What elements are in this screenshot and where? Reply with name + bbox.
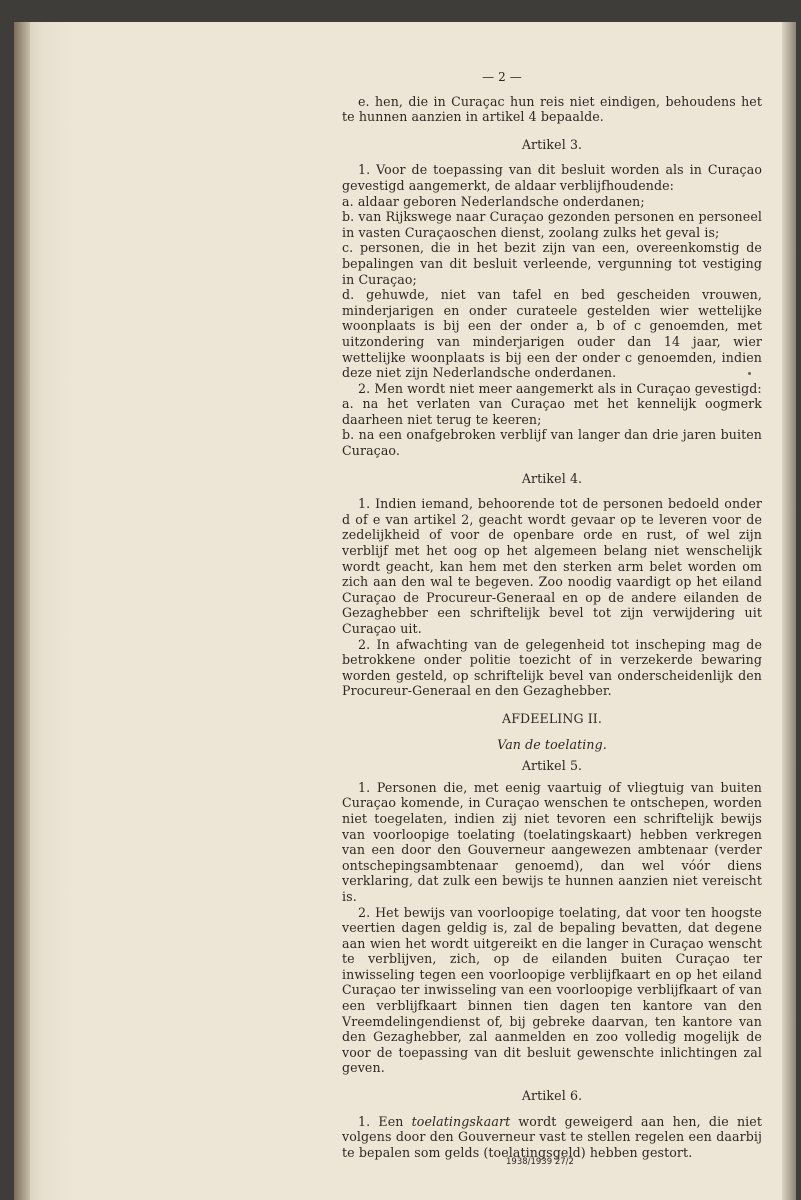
- section-heading: AFDEELING II.: [502, 710, 602, 726]
- section-subtitle: Van de toelating.: [497, 736, 607, 752]
- list-item: a. aldaar geboren Nederlandsche onderdanen;: [342, 193, 645, 209]
- list-item: d. gehuwde, niet van tafel en bed gescheiden vrouwen, minderjarigen en onder curateele gestelden wier wettelijke woonplaats is bij een der onder a, b of c genoemden, met uitzondering van minderjarigen ouder dan 14 jaar, wier wettelijke woonplaats is bij een der onder c genoemden, indien deze niet zijn Nederlandsche onderdanen.: [342, 287, 762, 381]
- article-heading: Artikel 5.: [521, 758, 583, 774]
- list-item: c. personen, die in het bezit zijn van een, overeenkomstig de bepalingen van dit besluit verleende, vergunning tot vestiging in Curaçao;: [342, 240, 762, 287]
- page-edge: [782, 22, 796, 1200]
- paragraph: 1. Personen die, met eenig vaartuig of vliegtuig van buiten Curaçao komende, in Curaçao wenschen te ontschepen, worden niet toegelaten, indien zij niet tevoren een schriftelijk bewijs van voorloopige toelating (toelatingskaart) hebben verkregen van een door den Gouverneur aangewezen ambtenaar (verder ontschepingsambtenaar genoemd), dan wel vóór diens verklaring, dat zulk een bewijs te hunnen aanzien niet vereischt is.: [342, 779, 762, 904]
- list-item: b. na een onafgebroken verblijf van langer dan drie jaren buiten Curaçao.: [342, 427, 762, 459]
- paragraph-start: 1. Een: [358, 1113, 412, 1129]
- paragraph: [342, 1114, 762, 1161]
- emphasized-term: toelatingskaart: [411, 1113, 511, 1129]
- scan-blemish: [748, 372, 751, 375]
- article-heading: Artikel 6.: [521, 1088, 583, 1104]
- paragraph: e. hen, die in Curaçac hun reis niet eindigen, behoudens het te hunnen aanzien in artikel 4 bepaalde.: [342, 93, 762, 125]
- page-number: — 2 —: [482, 70, 522, 84]
- paragraph: 2. Het bewijs van voorloopige toelating, dat voor ten hoogste veertien dagen geldig is, zal de bepaling bevatten, dat degene aan wien het wordt uitgereikt en die langer in Curaçao wenscht te verblijven, zich, op de eilanden buiten Curaçao ter inwisseling tegen een voorloopige verblijfkaart en op het eiland Curaçao ter inwisseling van een voorloopige verblijfkaart of van een verblijfkaart binnen tien dagen ten kantore van den Vreemdelingendienst of, bij gebreke daarvan, ten kantore van den Gezaghebber, zal aanmelden en zoo volledig mogelijk de voor de toepassing van dit besluit gewenschte inlichtingen zal geven.: [342, 904, 762, 1076]
- page-text: [342, 70, 762, 1160]
- article-heading: Artikel 4.: [521, 470, 583, 486]
- list-item: b. van Rijkswege naar Curaçao gezonden personen en personeel in vasten Curaçaoschen dienst, zoolang zulks het geval is;: [342, 209, 762, 240]
- paragraph: 2. In afwachting van de gelegenheid tot inscheping mag de betrokkene onder politie toezicht of in verzekerde bewaring worden gesteld, op schriftelijk bevel van onderscheidenlijk den Procureur-Generaal en den Gezaghebber.: [342, 636, 762, 699]
- list-item: a. na het verlaten van Curaçao met het kennelijk oogmerk daarheen niet terug te keeren;: [342, 396, 762, 427]
- paragraph-rest: wordt geweigerd aan hen, die niet volgens door den Gouverneur vast te stellen regelen een daarbij te bepalen som gelds (toelatingsgeld) hebben gestort.: [342, 1113, 762, 1160]
- paragraph: 1. Voor de toepassing van dit besluit worden als in Curaçao gevestigd aangemerkt, de aldaar verblijfhoudende:: [342, 162, 762, 193]
- article-heading: Artikel 3.: [521, 136, 583, 152]
- paragraph: 1. Indien iemand, behoorende tot de personen bedoeld onder d of e van artikel 2, geacht wordt gevaar op te leveren voor de zedelijkheid of voor de openbare orde en rust, of wel zijn verblijf met het oog op het algemeen belang niet wenschelijk wordt geacht, kan hem met den sterken arm belet worden om zich aan den wal te begeven. Zoo noodig vaardigt op het eiland Curaçao de Procureur-Generaal en op de andere eilanden de Gezaghebber een schriftelijk bevel tot zijn verwijdering uit Curaçao uit.: [342, 496, 762, 636]
- binding-gutter: [14, 22, 30, 1200]
- paragraph: 2. Men wordt niet meer aangemerkt als in Curaçao gevestigd:: [358, 380, 762, 396]
- print-footer: 1938/1939 27/2: [506, 1157, 574, 1167]
